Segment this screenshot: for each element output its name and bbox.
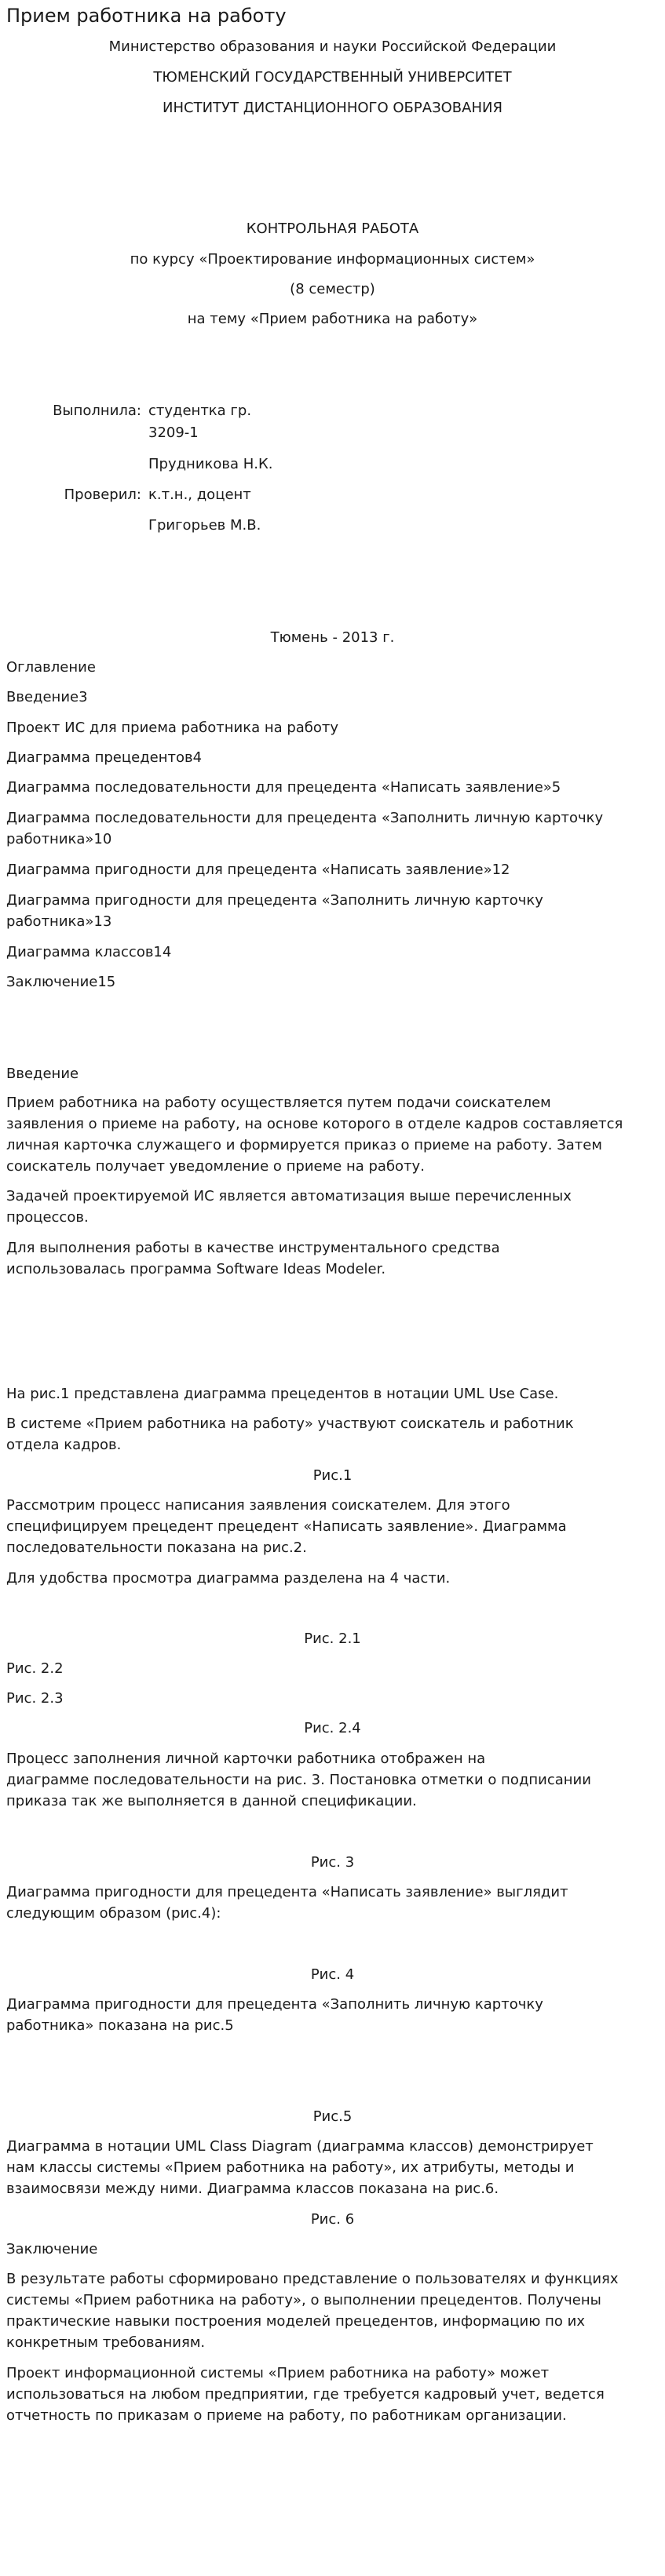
intro-p1-line: личная карточка служащего и формируется приказ о приеме на работу. Затем: [6, 1137, 602, 1153]
class-line: взаимосвязи между ними. Диаграмма классов показана на рис.6.: [6, 2181, 499, 2197]
intro-p3-line: использовалась программа Software Ideas Modeler.: [6, 1261, 386, 1277]
figure-caption: Рис. 2.2: [6, 1660, 64, 1677]
class-line: нам классы системы «Прием работника на работу», их атрибуты, методы и: [6, 2159, 575, 2176]
process-line: последовательности показана на рис.2.: [6, 1539, 307, 1556]
conclusion-p1-line: В результате работы сформировано представление о пользователях и функциях: [6, 2271, 619, 2287]
conclusion-p1-line: конкретным требованиям.: [6, 2334, 206, 2351]
intro-p3-line: Для выполнения работы в качестве инструментального средства: [6, 1240, 500, 1256]
toc-item[interactable]: Диаграмма классов14: [6, 944, 172, 960]
checked-title: к.т.н., доцент: [148, 486, 251, 503]
intro-p1-line: заявления о приеме на работу, на основе которого в отделе кадров составляется: [6, 1116, 623, 1132]
topic-line: на тему «Прием работника на работу»: [187, 311, 478, 327]
semester-line: (8 семестр): [290, 281, 375, 297]
toc-item[interactable]: Заключение15: [6, 974, 116, 990]
class-line: Диаграмма в нотации UML Class Diagram (диаграмма классов) демонстрирует: [6, 2138, 594, 2155]
conclusion-p2-line: Проект информационной системы «Прием работника на работу» может: [6, 2365, 550, 2381]
card-line: Процесс заполнения личной карточки работника отображен на: [6, 1751, 486, 1767]
process-line: специфицируем прецедент прецедент «Написать заявление». Диаграмма: [6, 1518, 567, 1535]
figure-caption: Рис. 4: [310, 1966, 355, 1983]
checked-name: Григорьев М.В.: [148, 517, 261, 534]
toc-item[interactable]: Введение3: [6, 689, 88, 705]
conclusion-p2-line: использоваться на любом предприятии, где требуется кадровый учет, ведется: [6, 2386, 605, 2403]
toc-item[interactable]: Диаграмма пригодности для прецедента «Написать заявление»12: [6, 862, 510, 878]
parts-line: Для удобства просмотра диаграмма разделена на 4 части.: [6, 1570, 451, 1587]
ministry-line: Министерство образования и науки Российской Федерации: [108, 38, 557, 55]
university-line: ТЮМЕНСКИЙ ГОСУДАРСТВЕННЫЙ УНИВЕРСИТЕТ: [153, 69, 512, 86]
toc-heading: Оглавление: [6, 659, 96, 676]
toc-item[interactable]: работника»13: [6, 913, 112, 930]
toc-item[interactable]: Диаграмма последовательности для прецедента «Заполнить личную карточку: [6, 810, 604, 826]
intro-p2-line: Задачей проектируемой ИС является автоматизация выше перечисленных: [6, 1188, 572, 1204]
toc-item[interactable]: Проект ИС для приема работника на работу: [6, 720, 339, 736]
conclusion-p1-line: практические навыки построения моделей прецедентов, информацию по их: [6, 2313, 585, 2330]
conclusion-p1-line: системы «Прием работника на работу», о выполнении прецедентов. Получены: [6, 2292, 601, 2308]
toc-item[interactable]: Диаграмма прецедентов4: [6, 749, 203, 766]
figure-caption: Рис.5: [312, 2108, 353, 2125]
work-type: КОНТРОЛЬНАЯ РАБОТА: [246, 220, 419, 237]
performed-line1: студентка гр.: [148, 403, 252, 419]
toc-item[interactable]: Диаграмма пригодности для прецедента «Заполнить личную карточку: [6, 892, 543, 909]
conclusion-heading: Заключение: [6, 2241, 98, 2257]
toc-item[interactable]: Диаграмма последовательности для прецедента «Написать заявление»5: [6, 779, 561, 796]
process-line: Рассмотрим процесс написания заявления соискателем. Для этого: [6, 1497, 510, 1514]
figure-caption: Рис. 2.1: [304, 1630, 361, 1647]
intro-p1-line: соискатель получает уведомление о приеме на работу.: [6, 1158, 425, 1175]
suit2-line: работника» показана на рис.5: [6, 2017, 234, 2034]
card-line: приказа так же выполняется в данной спецификации.: [6, 1793, 417, 1809]
actors-line: отдела кадров.: [6, 1437, 122, 1453]
institute-line: ИНСТИТУТ ДИСТАНЦИОННОГО ОБРАЗОВАНИЯ: [163, 100, 502, 116]
city-year: Тюмень - 2013 г.: [270, 629, 395, 646]
figure-caption: Рис. 6: [310, 2211, 355, 2228]
suit1-line: следующим образом (рис.4):: [6, 1905, 221, 1922]
card-line: диаграмме последовательности на рис. 3. Постановка отметки о подписании: [6, 1772, 591, 1788]
fig1-intro: На рис.1 представлена диаграмма прецедентов в нотации UML Use Case.: [6, 1386, 559, 1402]
figure-caption: Рис. 3: [310, 1854, 355, 1871]
performed-name: Прудникова Н.К.: [148, 456, 273, 472]
document-title: Прием работника на работу: [6, 5, 287, 27]
figure-caption: Рис. 2.4: [304, 1720, 361, 1736]
suit1-line: Диаграмма пригодности для прецедента «Написать заявление» выглядит: [6, 1884, 568, 1900]
performed-line2: 3209-1: [148, 424, 199, 441]
figure-caption: Рис.1: [312, 1467, 353, 1484]
intro-heading: Введение: [6, 1066, 79, 1082]
course-line: по курсу «Проектирование информационных систем»: [130, 251, 535, 268]
conclusion-p2-line: отчетность по приказам о приеме на работу, по работникам организации.: [6, 2407, 567, 2424]
checked-label: Проверил:: [64, 486, 141, 503]
figure-caption: Рис. 2.3: [6, 1690, 64, 1707]
suit2-line: Диаграмма пригодности для прецедента «Заполнить личную карточку: [6, 1996, 543, 2013]
actors-line: В системе «Прием работника на работу» участвуют соискатель и работник: [6, 1416, 574, 1432]
toc-item[interactable]: работника»10: [6, 831, 112, 847]
performed-label: Выполнила:: [53, 403, 141, 419]
intro-p2-line: процессов.: [6, 1209, 89, 1226]
intro-p1-line: Прием работника на работу осуществляется путем подачи соискателем: [6, 1095, 551, 1111]
